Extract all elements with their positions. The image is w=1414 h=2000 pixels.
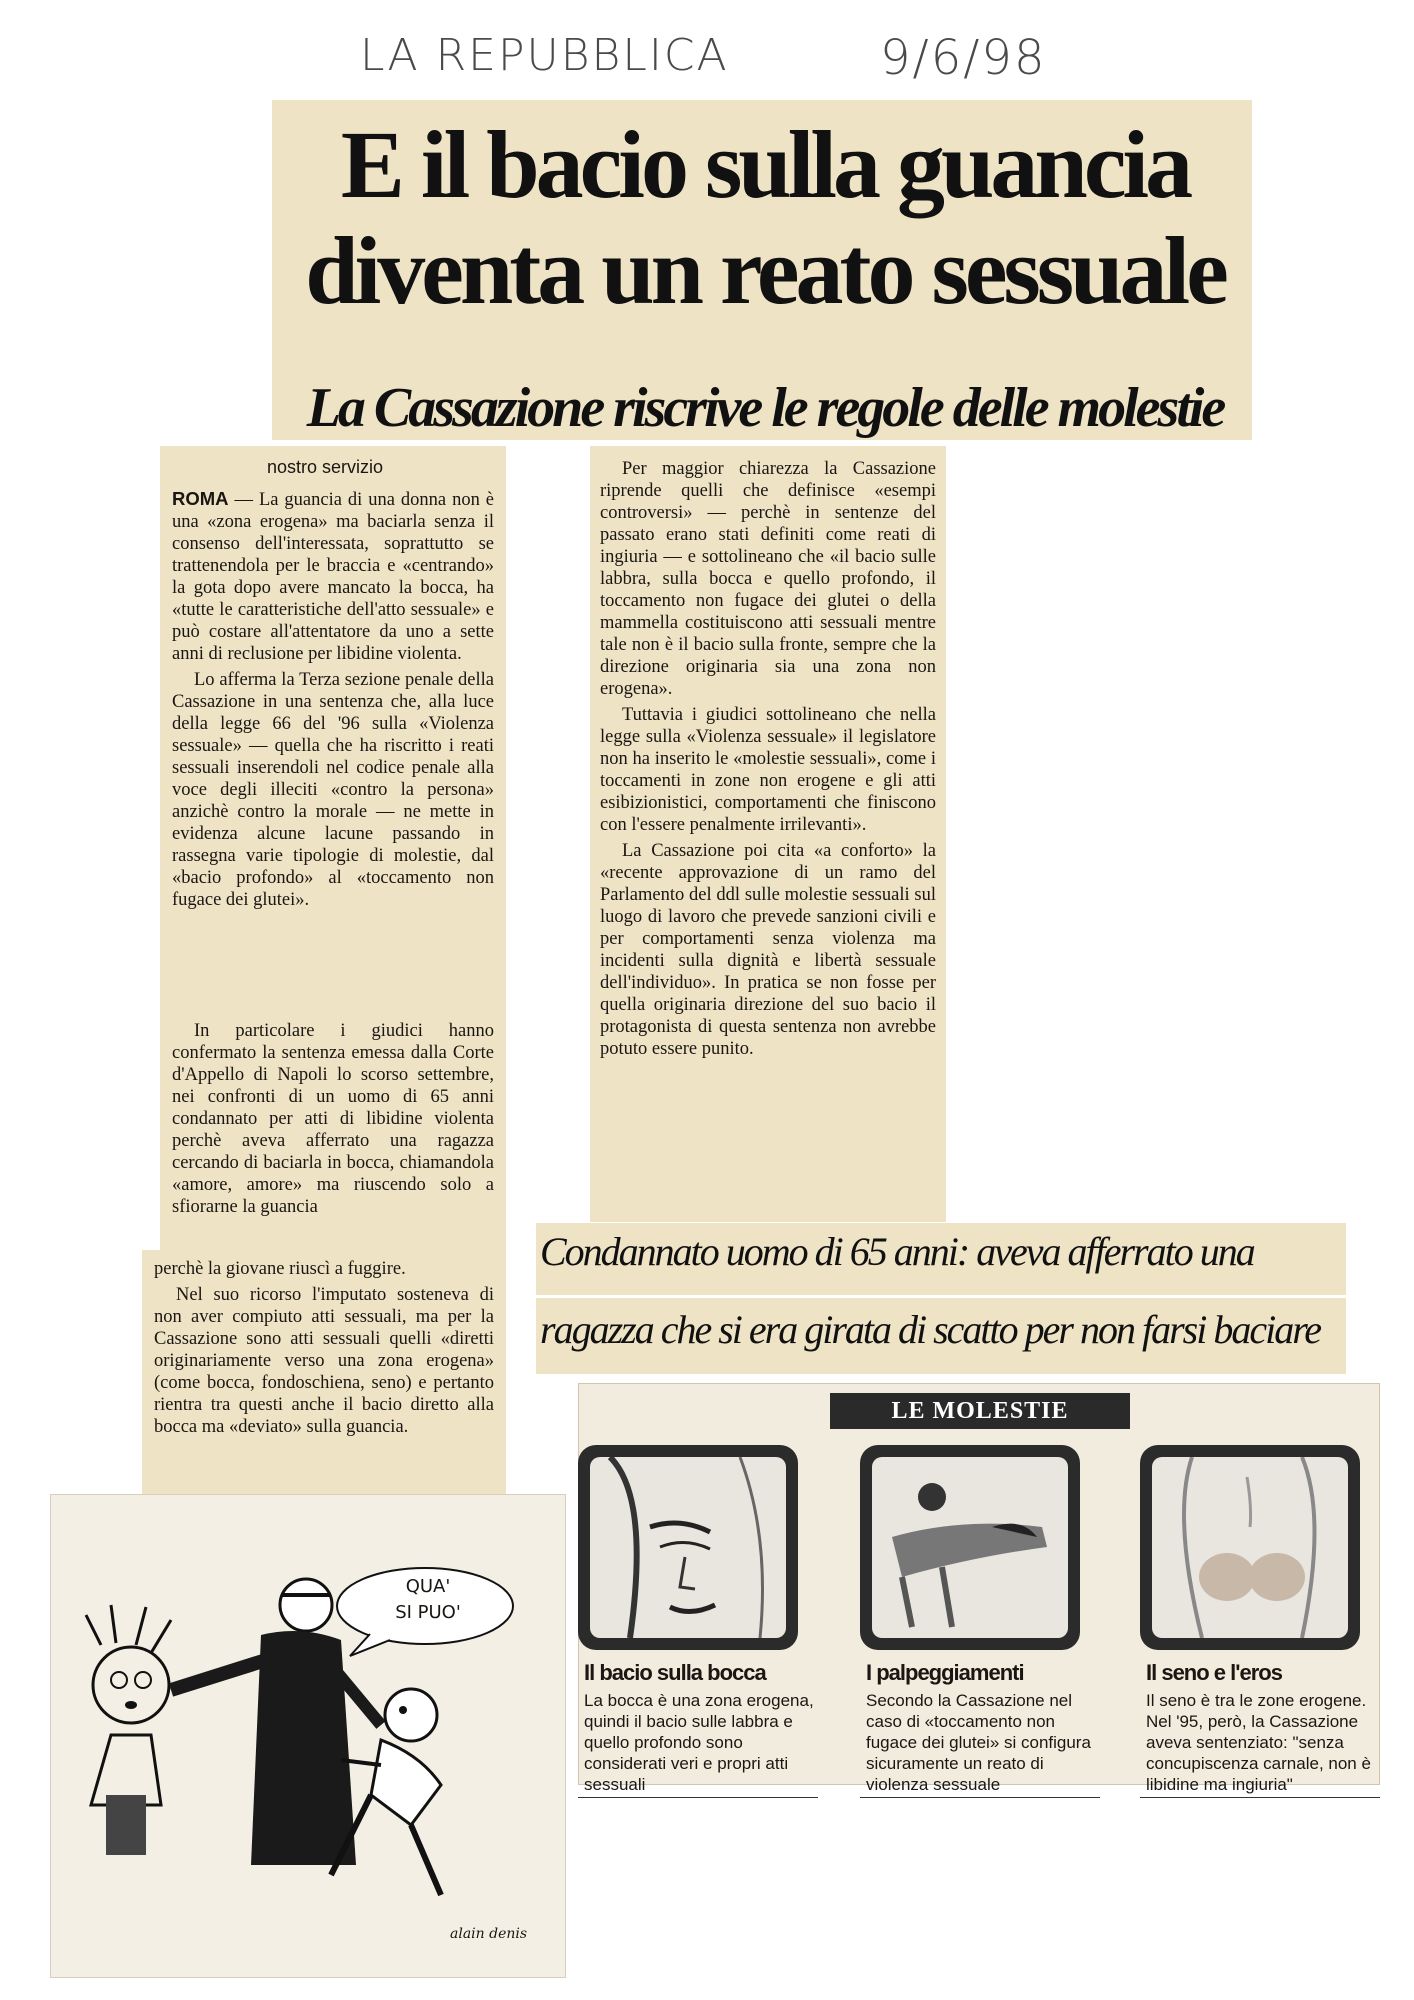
article-paragraph: Nel suo ricorso l'imputato sosteneva di non aver compiuto atti sessuali, ma per la Cassazione sono atti sessuali quelli «diretti originariamente verso una zona erogena» (come bocca, fondoschiena, seno) e pertanto rientra tra questi anche il bacio diretto alla bocca ma «deviato» sulla guancia. [154,1285,494,1437]
panel-text: Il seno è tra le zone erogene. Nel '95, però, la Cassazione aveva sentenziato: "senza concupiscenza carnale, non è libidine ma ingiuria" [1140,1690,1380,1798]
article-paragraph: In particolare i giudici hanno confermato la sentenza emessa dalla Corte d'Appello di Napoli lo scorso settembre, nei confronti di un uomo di 65 anni condannato per atti di libidine violenta perchè aveva afferrato una ragazza cercando di baciarla in bocca, chiamandola «amore, amore» ma riuscendo solo a sfiorarne la guancia [172,1021,494,1217]
dateline: ROMA [172,488,229,509]
article-paragraph: La Cassazione poi cita «a conforto» la «recente approvazione di un ramo del Parlamento del ddl sulle molestie sessuali sul luogo di lavoro che prevede sanzioni civili e per comportamenti senza violenza ma incidenti sulla dignità e libertà sessuale dell'individuo». In pratica se non fosse per quella originaria direzione del suo bacio il protagonista di questa sentenza non avrebbe potuto essere punito. [600,841,936,1059]
article-paragraph: Lo afferma la Terza sezione penale della Cassazione in una sentenza che, alla luce della legge 66 del '96 sulla «Violenza sessuale» — quella che ha riscritto i reati sessuali inserendoli nel codice penale alla voce degli illeciti «contro la persona» anzichè contro la morale — ne mette in evidenza alcune lacune passando in rassegna varie tipologie di molestie, dal «bacio profondo» al «toccamento non fugace dei glutei». [172,670,494,910]
panel-title: I palpeggiamenti [866,1660,1024,1685]
face-illustration [578,1445,798,1650]
sidebar-panel-kiss [578,1445,818,1798]
article-paragraph [172,488,494,665]
panel-title: Il seno e l'eros [1146,1660,1282,1685]
panel-title: Il bacio sulla bocca [584,1660,766,1685]
face-drawing [590,1457,786,1638]
sidebar-panel-groping [860,1445,1100,1798]
torso-drawing [1152,1457,1348,1638]
article-column-1b [160,1010,506,1265]
article-column-2 [590,446,946,1222]
sidebar-panel-breast [1140,1445,1380,1798]
article-column-1c [142,1250,506,1496]
article-paragraph: Per maggior chiarezza la Cassazione riprende quelli che definisce «esempi controversi» — perchè in sentenze del passato erano stati definiti come reati di ingiuria — e sottolineano che «il bacio sulle labbra, sulla bocca e quello profondo, il toccamento non fugace dei glutei o della mammella costituiscono atti sessuali mentre tale non è il bacio sulla fronte, sempre che la direzione originaria sia una zona non erogena». [600,459,936,699]
caption-line-1: Condannato uomo di 65 anni: aveva afferrato una [540,1229,1254,1274]
cartoonist-signature: alain denis [450,1926,528,1942]
subheadline: La Cassazione riscrive le regole delle molestie [306,377,1224,439]
torso-illustration [1140,1445,1360,1650]
panel-text: Secondo la Cassazione nel caso di «toccamento non fugace dei glutei» si configura sicuramente un reato di violenza sessuale [860,1690,1100,1798]
byline: nostro servizio [267,457,384,477]
headline: E il bacio sulla guancia diventa un reato sessuale [305,111,1225,324]
speech-text: QUA' SI PUO' [395,1576,461,1623]
article-paragraph: perchè la giovane riuscì a fuggire. [154,1259,406,1279]
article-text: — La guancia di una donna non è una «zona erogena» ma baciarla senza il consenso dell'interessata, soprattutto se trattenendola per le braccia e «centrando» la gota dopo avere mancato la bocca, ha «tutte le caratteristiche dell'atto sessuale» e può costare all'attentatore da uno a sette anni di reclusione per libidine violenta. [172,490,494,664]
sidebar-title: LE MOLESTIE [830,1393,1130,1429]
article-column-1a [160,446,506,1026]
caption-line-2: ragazza che si era girata di scatto per non farsi baciare [540,1307,1321,1352]
date-annotation: 9/6/98 [880,30,1047,86]
figure-illustration [860,1445,1080,1650]
panel-text: La bocca è una zona erogena, quindi il bacio sulle labbra e quello profondo sono considerati veri e propri atti sessuali [578,1690,818,1798]
article-paragraph: Tuttavia i giudici sottolineano che nella legge sulla «Violenza sessuale» il legislatore non ha inserito le «molestie sessuali», come i toccamenti in zone non erogene e gli atti esibizionistici, comportamenti che finiscono con l'essere penalmente irrilevanti». [600,705,936,835]
source-annotation: LA REPUBBLICA [360,30,729,81]
figure-drawing [872,1457,1068,1638]
